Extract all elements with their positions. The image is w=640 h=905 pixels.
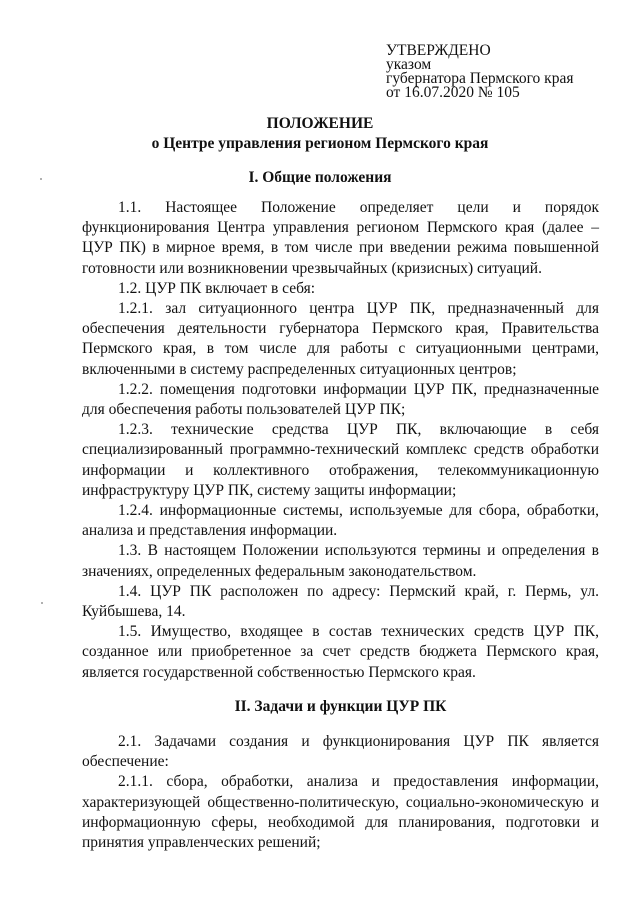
approval-stamp (386, 44, 626, 100)
paragraph-1-5: 1.5. Имущество, входящее в состав технических средств ЦУР ПК, созданное или приобретенное за счет средств бюджета Пермского края, является государственной собственностью Пермского края. (82, 623, 599, 681)
section-2-heading: II. Задачи и функции ЦУР ПК (234, 697, 447, 715)
paragraph-1-2: 1.2. ЦУР ПК включает в себя: (118, 279, 316, 297)
document-body (82, 198, 599, 853)
document-subtitle: о Центре управления регионом Пермского края (151, 135, 489, 152)
paragraph-1-1: 1.1. Настоящее Положение определяет цели и порядок функционирования Центра управления регионом Пермского края (далее – ЦУР ПК) в мирное время, в том числе при введении режима повышенной готовности или возникновении чрезвычайных (кризисных) ситуаций. (82, 199, 599, 277)
paragraph-1-2-4: 1.2.4. информационные системы, используемые для сбора, обработки, анализа и представления информации. (82, 502, 599, 540)
approval-approved: УТВЕРЖДЕНО (386, 42, 491, 59)
paragraph-1-4: 1.4. ЦУР ПК расположен по адресу: Пермский край, г. Пермь, ул. Куйбышева, 14. (82, 582, 599, 621)
section-1-heading: I. Общие положения (248, 169, 392, 186)
paragraph-1-3: 1.3. В настоящем Положении используются термины и определения в значениях, определенных федеральным законодательством. (82, 542, 599, 580)
paragraph-1-2-2: 1.2.2. помещения подготовки информации ЦУР ПК, предназначенные для обеспечения работы пользователей ЦУР ПК; (82, 380, 599, 419)
approval-by-decree: указом (386, 56, 432, 73)
approval-governor: губернатора Пермского края (386, 70, 574, 87)
paragraph-2-1: 2.1. Задачами создания и функционирования ЦУР ПК является обеспечение: (82, 733, 599, 771)
scan-speck (40, 178, 42, 180)
document-title: ПОЛОЖЕНИЕ (266, 115, 374, 132)
approval-date-number: от 16.07.2020 № 105 (386, 84, 520, 101)
paragraph-1-2-1: 1.2.1. зал ситуационного центра ЦУР ПК, предназначенный для обеспечения деятельности губернатора Пермского края, Правительства Пермского края, в том числе для работы с ситуационными центрами, включенными в систему распределенных ситуационных центров; (82, 300, 599, 378)
paragraph-2-1-1: 2.1.1. сбора, обработки, анализа и предоставления информации, характеризующей общественно-политическую, социально-экономическую и информационную сферы, необходимой для планирования, подготовки и принятия управленческих решений; (82, 773, 599, 852)
paragraph-1-2-3: 1.2.3. технические средства ЦУР ПК, включающие в себя специализированный программно-технический комплекс средств обработки информации и коллективного отображения, телекоммуникационную инфраструктуру ЦУР ПК, систему защиты информации; (82, 421, 599, 499)
scan-speck (41, 602, 43, 604)
